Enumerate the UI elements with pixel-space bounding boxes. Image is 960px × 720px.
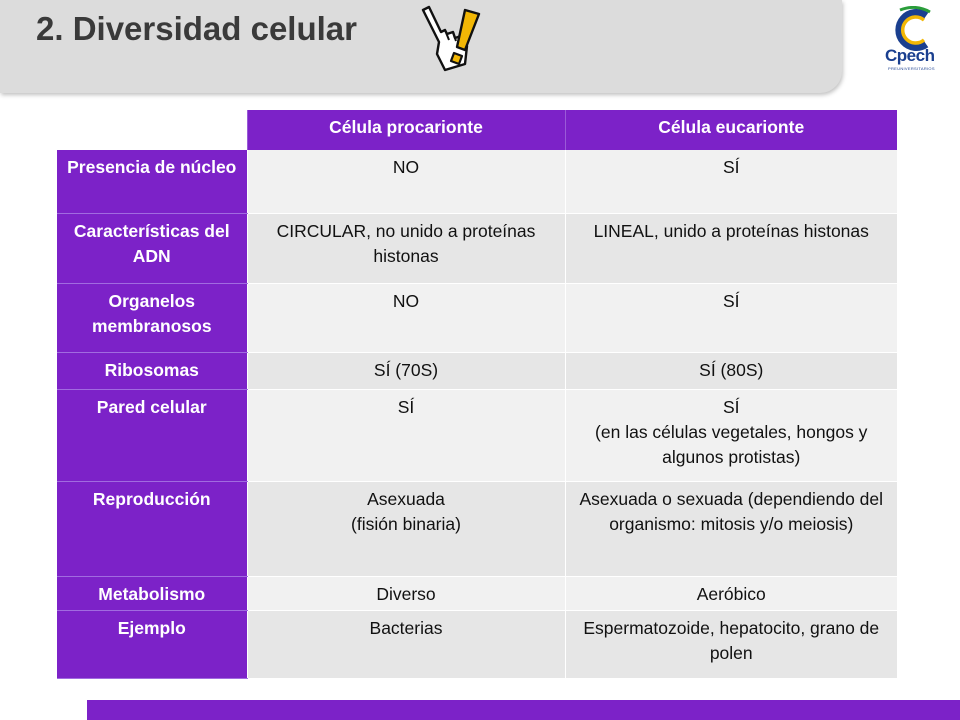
table-corner xyxy=(57,110,247,150)
eucarionte-cell: Espermatozoide, hepatocito, grano de polen xyxy=(565,610,897,678)
procarionte-cell-line: Asexuada (fisión binaria) xyxy=(351,488,461,534)
table-row xyxy=(57,352,897,389)
page-title: 2. Diversidad celular xyxy=(36,10,357,47)
row-label: Organelos membranosos xyxy=(57,283,247,352)
table-row xyxy=(57,610,897,678)
table-header-row xyxy=(57,110,897,150)
eucarionte-cell: SÍ xyxy=(565,283,897,352)
column-header-eucarionte: Célula eucarionte xyxy=(565,110,897,150)
row-label: Reproducción xyxy=(57,481,247,576)
pointing-hand-exclamation-icon xyxy=(415,2,485,78)
row-label: Presencia de núcleo xyxy=(57,150,247,213)
eucarionte-cell-line: SÍ (en las células vegetales, hongos y algunos protistas) xyxy=(595,396,868,467)
footer-bar xyxy=(87,700,960,720)
procarionte-cell xyxy=(247,481,565,576)
table-row xyxy=(57,576,897,610)
eucarionte-cell: Asexuada o sexuada (dependiendo del organismo: mitosis y/o meiosis) xyxy=(565,481,897,576)
procarionte-cell: NO xyxy=(247,150,565,213)
procarionte-cell: Diverso xyxy=(247,576,565,610)
row-label: Ejemplo xyxy=(57,610,247,678)
row-label: Características del ADN xyxy=(57,213,247,283)
logo-text: Cpech xyxy=(885,46,935,65)
table-row xyxy=(57,481,897,576)
logo-subtext: PREUNIVERSITARIOS xyxy=(888,66,935,71)
eucarionte-cell: Aeróbico xyxy=(565,576,897,610)
eucarionte-cell: SÍ (80S) xyxy=(565,352,897,389)
row-label: Metabolismo xyxy=(57,576,247,610)
procarionte-cell: Bacterias xyxy=(247,610,565,678)
table-row xyxy=(57,283,897,352)
procarionte-cell: SÍ (70S) xyxy=(247,352,565,389)
procarionte-cell: NO xyxy=(247,283,565,352)
table-row xyxy=(57,213,897,283)
comparison-table xyxy=(57,110,897,679)
column-header-procarionte: Célula procarionte xyxy=(247,110,565,150)
procarionte-cell: CIRCULAR, no unido a proteínas histonas xyxy=(247,213,565,283)
procarionte-cell: SÍ xyxy=(247,389,565,481)
eucarionte-cell xyxy=(565,389,897,481)
eucarionte-cell: LINEAL, unido a proteínas histonas xyxy=(565,213,897,283)
eucarionte-cell: SÍ xyxy=(565,150,897,213)
table-row xyxy=(57,150,897,213)
row-label: Ribosomas xyxy=(57,352,247,389)
row-label: Pared celular xyxy=(57,389,247,481)
table-row xyxy=(57,389,897,481)
